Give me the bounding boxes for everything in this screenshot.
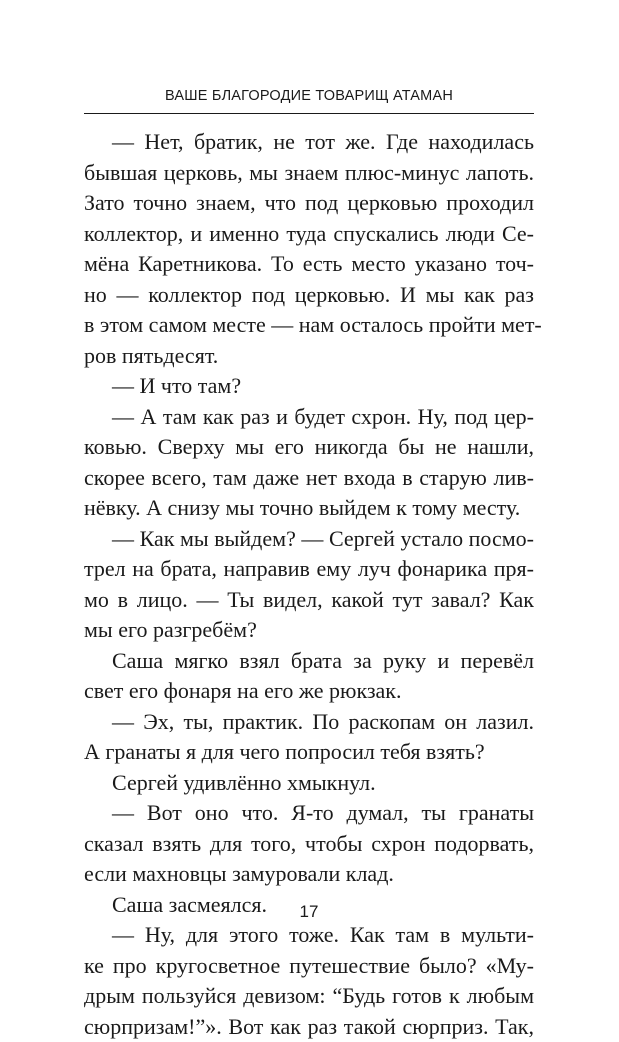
header-rule bbox=[84, 113, 534, 114]
text-line: коллектор, и именно туда спускались люди Се- bbox=[84, 219, 534, 250]
text-line: дрым пользуйся девизом: “Будь готов к любым bbox=[84, 981, 534, 1012]
text-line: мы его разгребём? bbox=[84, 615, 534, 646]
text-line: — Ну, для этого тоже. Как там в мульти- bbox=[84, 920, 534, 951]
running-head-title: ВАШЕ БЛАГОРОДИЕ ТОВАРИЩ АТАМАН bbox=[84, 88, 534, 104]
text-line: сказал взять для того, чтобы схрон подорвать, bbox=[84, 829, 534, 860]
text-line: Сергей удивлённо хмыкнул. bbox=[84, 768, 534, 799]
text-line: Зато точно знаем, что под церковью проходил bbox=[84, 188, 534, 219]
text-line: — Как мы выйдем? — Сергей устало посмо- bbox=[84, 524, 534, 555]
text-line: А гранаты я для чего попросил тебя взять? bbox=[84, 737, 534, 768]
text-line: — Эх, ты, практик. По раскопам он лазил. bbox=[84, 707, 534, 738]
text-line: трел на брата, направив ему луч фонарика пря- bbox=[84, 554, 534, 585]
text-line: но — коллектор под церковью. И мы как раз bbox=[84, 280, 534, 311]
text-line: свет его фонаря на его же рюкзак. bbox=[84, 676, 534, 707]
text-line: нёвку. А снизу мы точно выйдем к тому месту. bbox=[84, 493, 534, 524]
text-line: ке про кругосветное путешествие было? «Му- bbox=[84, 951, 534, 982]
text-line: сюрпризам!”». Вот как раз такой сюрприз. Так, bbox=[84, 1012, 534, 1042]
text-line: — И что там? bbox=[84, 371, 534, 402]
text-line: мёна Каретникова. То есть место указано точ- bbox=[84, 249, 534, 280]
text-line: мо в лицо. — Ты видел, какой тут завал? Как bbox=[84, 585, 534, 616]
text-line: скорее всего, там даже нет входа в старую лив- bbox=[84, 463, 534, 494]
text-line: бывшая церковь, мы знаем плюс-минус лапоть. bbox=[84, 158, 534, 189]
text-line: если махновцы замуровали клад. bbox=[84, 859, 534, 890]
text-line: в этом самом месте — нам осталось пройти мет- bbox=[84, 310, 534, 341]
text-line: — А там как раз и будет схрон. Ну, под цер- bbox=[84, 402, 534, 433]
text-line: ковью. Сверху мы его никогда бы не нашли, bbox=[84, 432, 534, 463]
page-number: 17 bbox=[84, 902, 534, 922]
text-line: — Вот оно что. Я-то думал, ты гранаты bbox=[84, 798, 534, 829]
text-line: Саша засмеялся. bbox=[84, 890, 534, 921]
text-line: — Нет, братик, не тот же. Где находилась bbox=[84, 127, 534, 158]
text-line: Саша мягко взял брата за руку и перевёл bbox=[84, 646, 534, 677]
text-line: ров пятьдесят. bbox=[84, 341, 534, 372]
